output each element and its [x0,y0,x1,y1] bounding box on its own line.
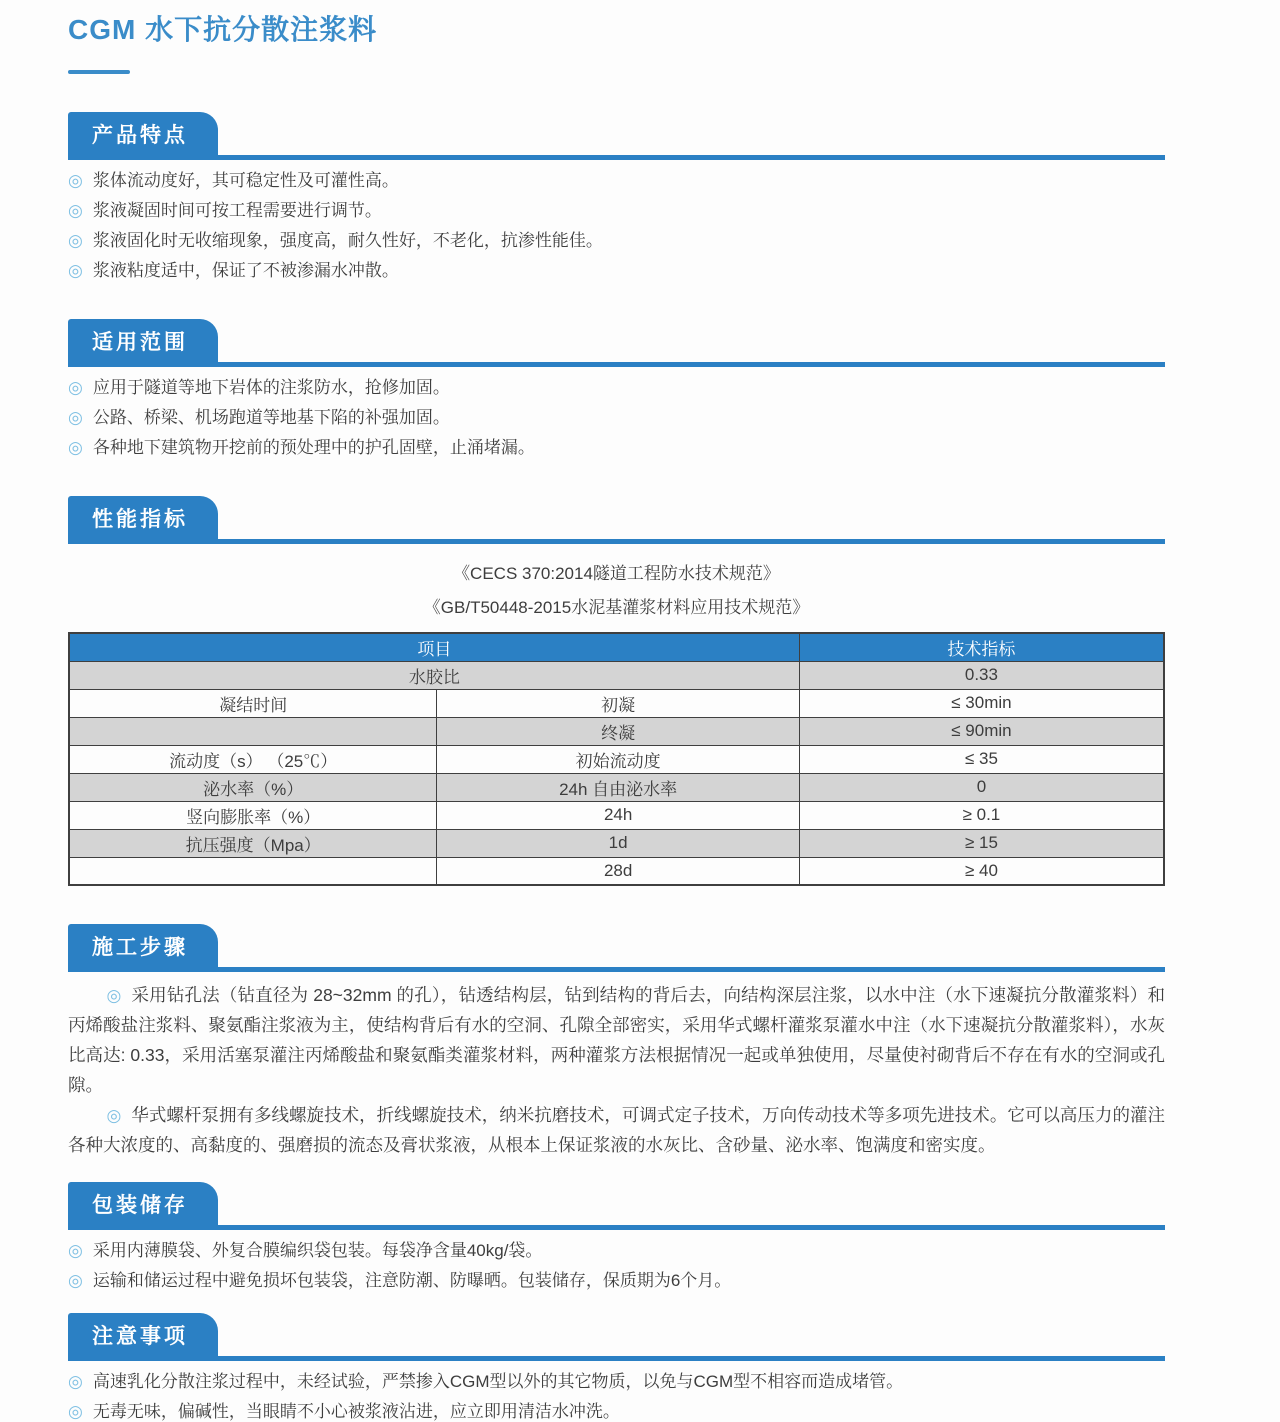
double-circle-bullet-icon: ◎ [106,1106,122,1125]
section-packaging [68,1182,1165,1291]
list-item [68,407,1165,428]
table-cell: 0.33 [799,661,1164,689]
list-item [68,1270,1165,1291]
packaging-bullet-list [68,1240,1165,1291]
double-circle-bullet-icon: ◎ [68,378,83,397]
table-row [69,773,1164,801]
bullet-text: 公路、桥梁、机场跑道等地基下陷的补强加固。 [92,408,450,427]
paragraph-text: 华式螺杆泵拥有多线螺旋技术，折线螺旋技术，纳米抗磨技术，可调式定子技术，万向传动技术等多项先进技术。它可以高压力的灌注各种大浓度的、高黏度的、强磨损的流态及膏状浆液，从根本上保证浆液的水灰比、含砂量、泌水率、饱满度和密实度。 [68,1105,1165,1155]
section-tab-construction [68,924,218,967]
section-tab-notes [68,1313,218,1356]
section-tab-packaging [68,1182,218,1225]
list-item [68,437,1165,458]
bullet-text: 高速乳化分散注浆过程中，未经试验，严禁掺入CGM型以外的其它物质，以免与CGM型不相容而造成堵管。 [92,1372,904,1391]
section-heading: 性能指标 [92,508,188,531]
bullet-text: 浆液粘度适中，保证了不被渗漏水冲散。 [92,261,399,280]
features-bullet-list [68,170,1165,281]
section-head [68,1182,1165,1230]
double-circle-bullet-icon: ◎ [68,1271,83,1290]
table-cell: 初始流动度 [437,745,799,773]
list-item [68,260,1165,281]
table-cell: ≥ 15 [799,829,1164,857]
list-item [68,377,1165,398]
performance-table-body [69,661,1164,885]
double-circle-bullet-icon: ◎ [68,1372,83,1391]
table-cell: ≥ 0.1 [799,801,1164,829]
bullet-text: 无毒无味，偏碱性，当眼睛不小心被浆液沾进，应立即用清洁水冲洗。 [92,1402,620,1421]
table-row [69,717,1164,745]
list-item [68,1240,1165,1261]
standards-references [68,562,1165,620]
section-heading: 注意事项 [92,1325,188,1348]
section-notes [68,1313,1165,1422]
table-cell: 初凝 [437,689,799,717]
double-circle-bullet-icon: ◎ [106,986,122,1005]
table-cell: 竖向膨胀率（%） [69,801,437,829]
section-head [68,319,1165,367]
section-tab-performance [68,496,218,539]
bullet-text: 运输和储运过程中避免损坏包装袋，注意防潮、防曝晒。包装储存，保质期为6个月。 [92,1271,732,1290]
table-cell: 28d [437,857,799,885]
table-cell: ≤ 30min [799,689,1164,717]
construction-paragraph [68,980,1165,1100]
table-header-indicator: 技术指标 [799,633,1164,661]
table-cell: 凝结时间 [69,689,437,717]
table-cell: 24h 自由泌水率 [437,773,799,801]
table-cell: 流动度（s） （25℃） [69,745,437,773]
section-head [68,496,1165,544]
list-item [68,1401,1165,1422]
construction-paragraph [68,1100,1165,1160]
table-cell: 水胶比 [69,661,799,689]
table-cell: 0 [799,773,1164,801]
section-tab-features [68,112,218,155]
bullet-text: 浆体流动度好，其可稳定性及可灌性高。 [92,171,399,190]
table-cell: 终凝 [437,717,799,745]
paragraph-text: 采用钻孔法（钻直径为 28~32mm 的孔），钻透结构层，钻到结构的背后去，向结构深层注浆，以水中注（水下速凝抗分散灌浆料）和丙烯酸盐注浆料、聚氨酯注浆液为主，使结构背后有水的空洞、孔隙全部密实，采用华式螺杆灌浆泵灌水中注（水下速凝抗分散灌浆料），水灰比高达: 0.33，采用活塞泵灌注丙烯酸盐和聚氨酯类灌浆材料，两种灌浆方法根据情况一起或单独使用，尽量使衬砌背后不存在有水的空洞或孔隙。 [68,985,1165,1095]
section-tab-scope [68,319,218,362]
section-heading: 产品特点 [92,124,188,147]
list-item [68,230,1165,251]
double-circle-bullet-icon: ◎ [68,1241,83,1260]
notes-bullet-list [68,1371,1165,1422]
table-cell: 抗压强度（Mpa） [69,829,437,857]
table-cell: 1d [437,829,799,857]
section-performance [68,496,1165,886]
section-heading: 适用范围 [92,331,188,354]
table-cell: 泌水率（%） [69,773,437,801]
double-circle-bullet-icon: ◎ [68,171,83,190]
double-circle-bullet-icon: ◎ [68,261,83,280]
table-cell [69,857,437,885]
double-circle-bullet-icon: ◎ [68,1402,83,1421]
double-circle-bullet-icon: ◎ [68,408,83,427]
section-head [68,112,1165,160]
double-circle-bullet-icon: ◎ [68,438,83,457]
section-heading: 施工步骤 [92,936,188,959]
table-cell: ≤ 90min [799,717,1164,745]
table-row [69,801,1164,829]
scope-bullet-list [68,377,1165,458]
table-header-row [69,633,1164,661]
table-row [69,829,1164,857]
double-circle-bullet-icon: ◎ [68,231,83,250]
bullet-text: 各种地下建筑物开挖前的预处理中的护孔固壁，止涌堵漏。 [92,438,535,457]
bullet-text: 应用于隧道等地下岩体的注浆防水，抢修加固。 [92,378,450,397]
section-construction [68,924,1165,1160]
table-row [69,689,1164,717]
section-heading: 包装储存 [92,1194,188,1217]
standard-line: 《CECS 370:2014隧道工程防水技术规范》 [453,564,780,583]
title-underline [68,70,130,74]
table-cell: ≥ 40 [799,857,1164,885]
bullet-text: 浆液凝固时间可按工程需要进行调节。 [92,201,382,220]
list-item [68,200,1165,221]
performance-table [68,632,1165,886]
double-circle-bullet-icon: ◎ [68,201,83,220]
standard-line: 《GB/T50448-2015水泥基灌浆材料应用技术规范》 [423,598,810,617]
bullet-text: 采用内薄膜袋、外复合膜编织袋包装。每袋净含量40kg/袋。 [92,1241,543,1260]
table-row [69,857,1164,885]
section-features [68,112,1165,281]
table-cell [69,717,437,745]
section-scope [68,319,1165,458]
section-head [68,924,1165,972]
table-row [69,745,1164,773]
table-row [69,661,1164,689]
list-item [68,170,1165,191]
construction-paragraphs [68,980,1165,1160]
bullet-text: 浆液固化时无收缩现象，强度高，耐久性好，不老化，抗渗性能佳。 [92,231,603,250]
list-item [68,1371,1165,1392]
section-head [68,1313,1165,1361]
table-cell: ≤ 35 [799,745,1164,773]
table-header-item: 项目 [69,633,799,661]
page-title: CGM 水下抗分散注浆料 [68,14,378,45]
table-cell: 24h [437,801,799,829]
